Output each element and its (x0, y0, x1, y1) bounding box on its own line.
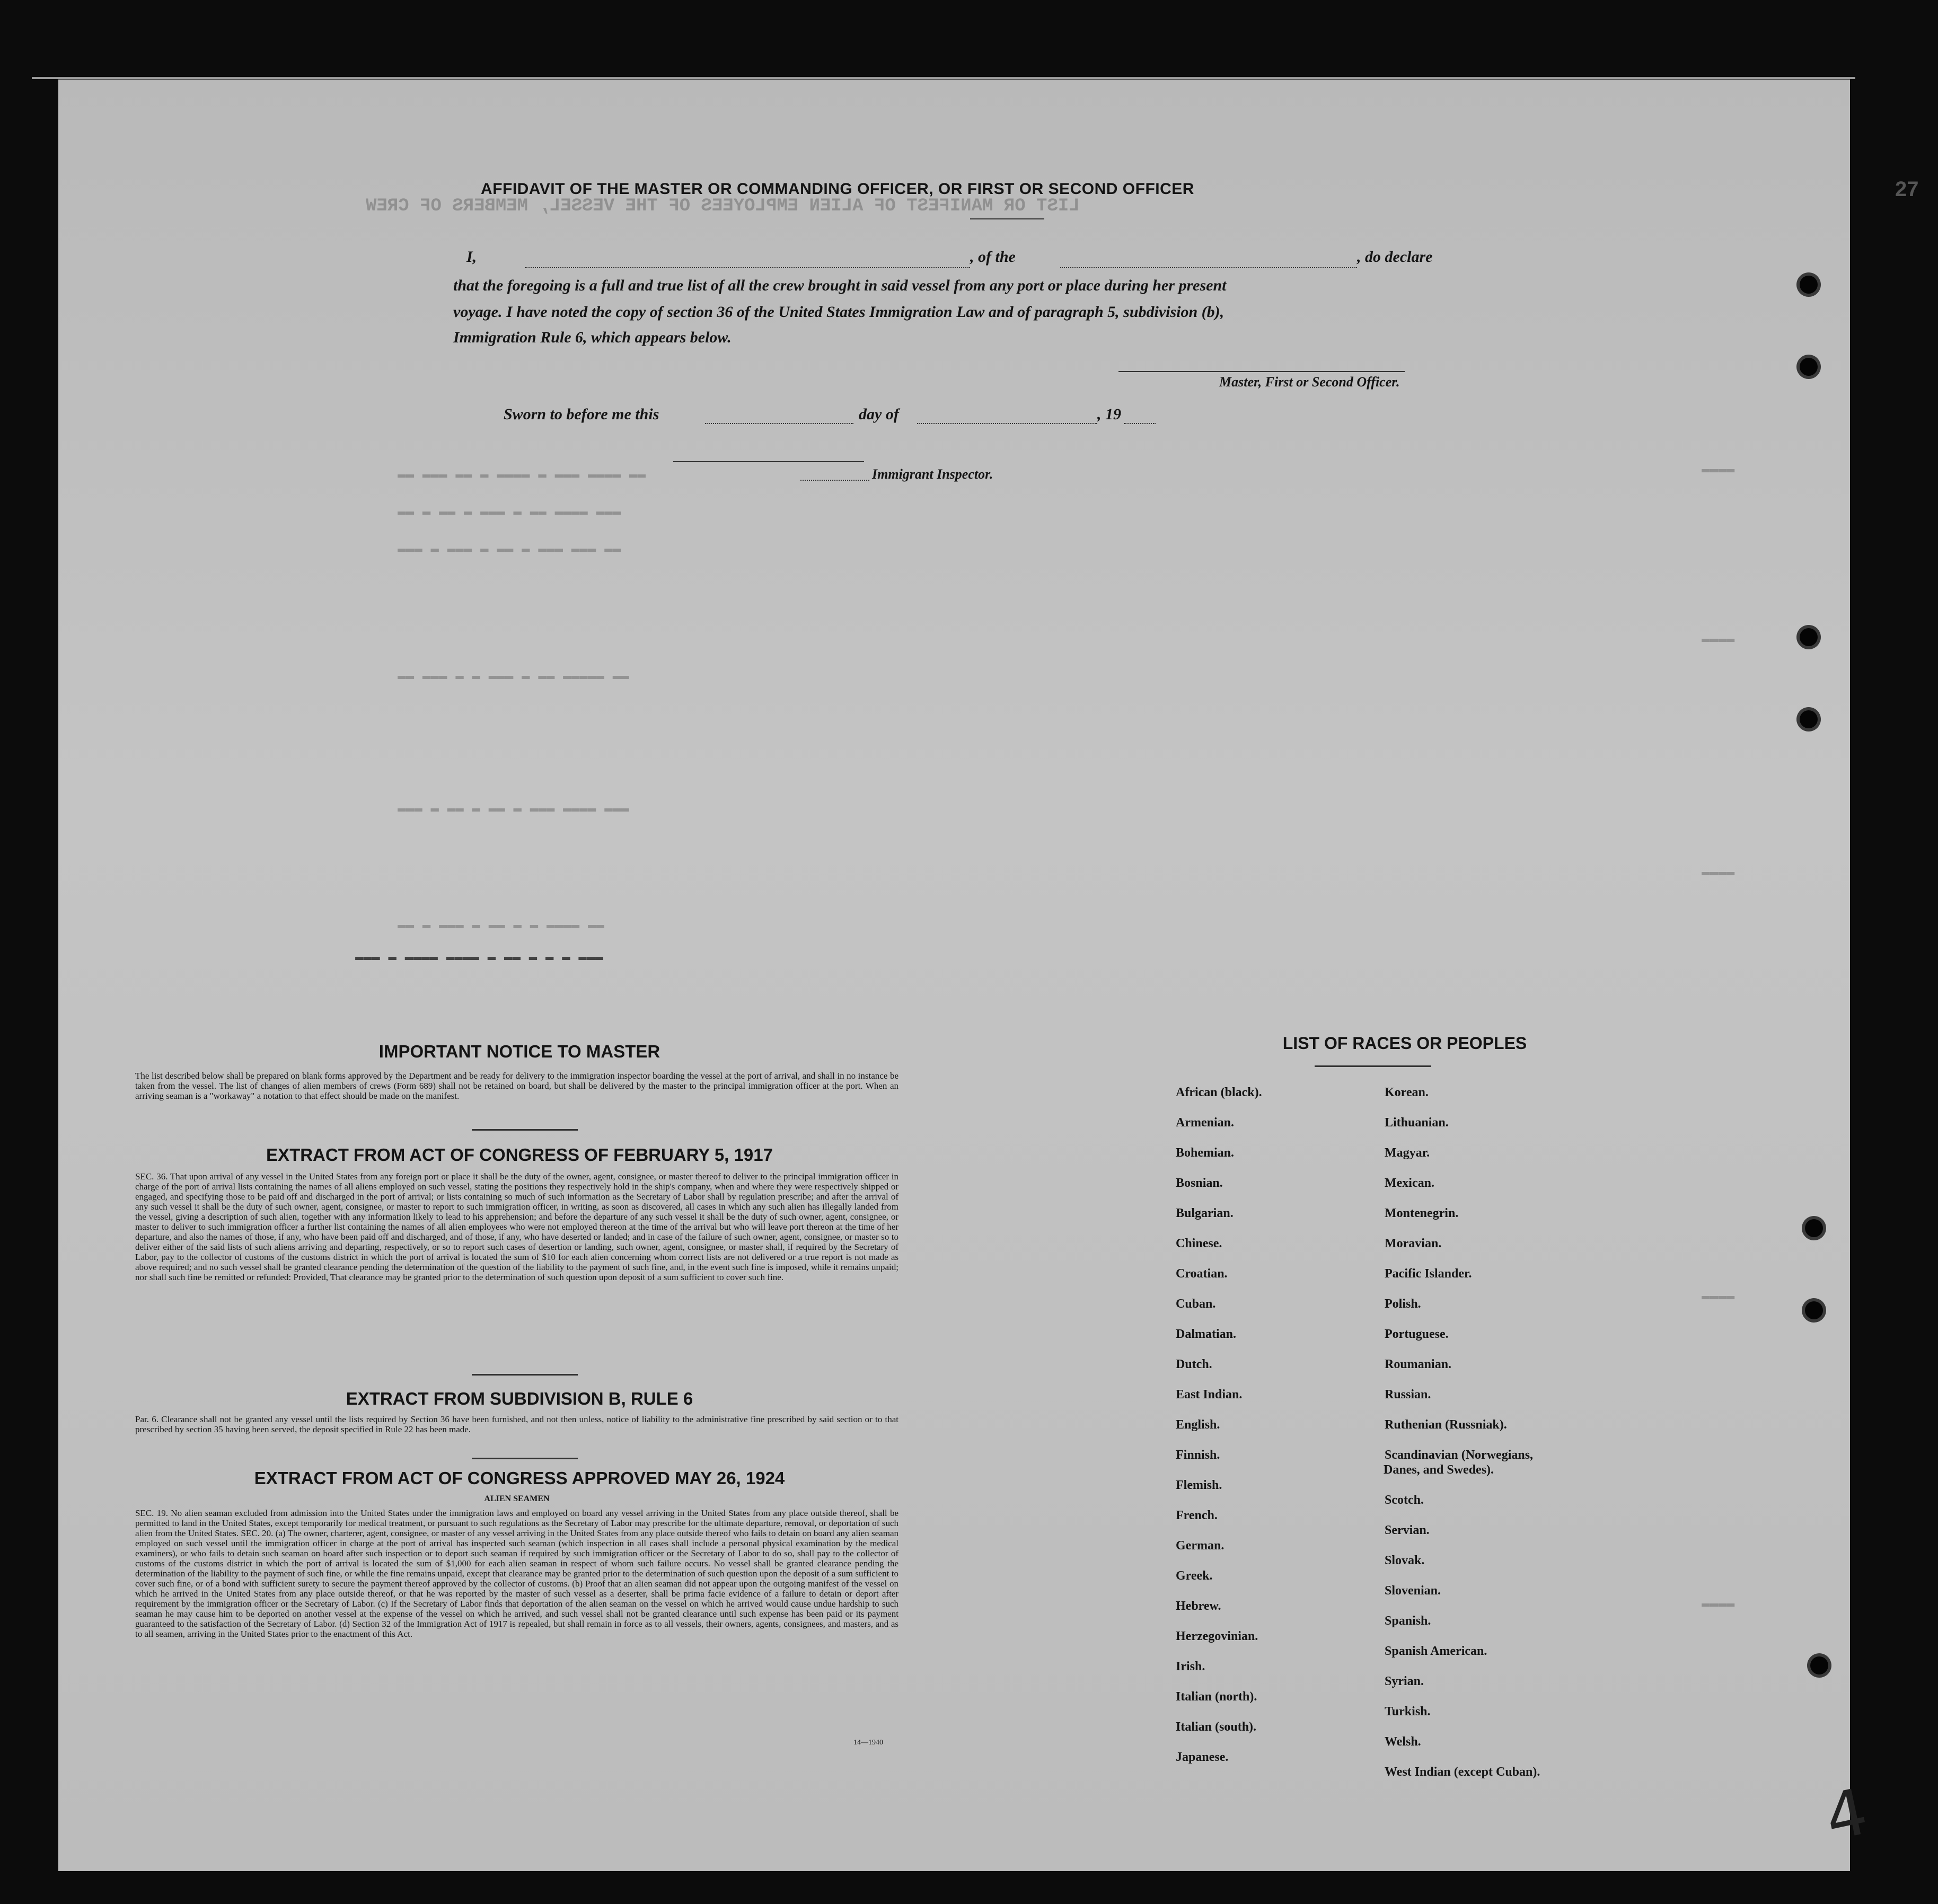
race-item: Cuban. (1176, 1297, 1216, 1311)
divider (472, 1374, 578, 1376)
affidavit-do-declare: , do declare (1357, 248, 1433, 266)
punch-hole (1810, 1656, 1828, 1674)
race-item: Herzegovinian. (1176, 1629, 1258, 1643)
race-item: Syrian. (1385, 1674, 1424, 1688)
bleed-through-row: ▬▬▬ ▬ ▬▬▬ ▬ ▬▬ ▬ ▬▬▬ ▬▬▬ ▬▬ (398, 541, 621, 557)
vessel-blank (1060, 267, 1357, 268)
race-item: Magyar. (1385, 1146, 1430, 1160)
affidavit-i-label: I, (466, 248, 477, 266)
race-item: Portuguese. (1385, 1327, 1449, 1341)
race-item: Italian (north). (1176, 1690, 1257, 1704)
bleed-through-names: ▬▬▬▬ (1702, 461, 1735, 477)
bleed-through-row: ▬▬ ▬▬▬ ▬▬ ▬ ▬▬▬▬ ▬ ▬▬▬ ▬▬▬▬ ▬▬ (398, 466, 646, 482)
race-item: Dutch. (1176, 1358, 1212, 1371)
race-item: Scandinavian (Norwegians, (1385, 1448, 1534, 1462)
race-item: Welsh. (1385, 1735, 1421, 1749)
race-item: Moravian. (1385, 1237, 1442, 1250)
bleed-through-row-dark: ▬▬▬ ▬ ▬▬▬▬ ▬▬▬▬ ▬ ▬▬ ▬ ▬ ▬ ▬▬▬ (355, 949, 604, 965)
race-item: Irish. (1176, 1660, 1205, 1673)
divider (970, 218, 1044, 219)
race-item: Russian. (1385, 1388, 1431, 1401)
race-item: Pacific Islander. (1385, 1267, 1472, 1281)
race-item: Slovak. (1385, 1554, 1425, 1567)
notice-text: The list described below shall be prepared on blank forms approved by the Department and be ready for delivery to the immigration inspector boarding the vessel at the port of arrival, and shall in no instance be taken from the vessel. The list of changes of alien members of crews (Form 689) shall not be retained on board, but shall be delivered by the master to the principal immigration officer at the port. When an arriving seaman is a "workaway" a notation to that effect should be made on the manifest. (135, 1071, 898, 1101)
race-item: Korean. (1385, 1086, 1429, 1099)
race-item: French. (1176, 1509, 1218, 1522)
notice-title: IMPORTANT NOTICE TO MASTER (378, 1042, 660, 1061)
race-item: Finnish. (1176, 1448, 1220, 1462)
race-item: Mexican. (1385, 1176, 1434, 1190)
race-item: Chinese. (1176, 1237, 1222, 1250)
race-item: Servian. (1385, 1523, 1430, 1537)
extract-1924-text: SEC. 19. No alien seaman excluded from admission into the United States under the immigration laws and employed on board any vessel arriving in the United States from any place outside thereof, shall be permitted to land in the United States, except temporarily for medical treatment, or pursuant to such regulations as the Secretary of Labor may prescribe for the ultimate departure, removal, or deportation of such alien from the United States. SEC. 20. (a) The owner, charterer, agent, consignee, or master of any vessel arriving in the United States from any place outside thereof who fails to detain on board any alien seaman employed on such vessel until the immigration officer in charge at the port of arrival has inspected such seaman (which inspection in all cases shall include a personal physical examination by the medical examiners), or who fails to detain such seaman on board after such inspection or to deport such seaman if required by such immigration officer or the Secretary of Labor to do so, shall pay to the collector of customs of the customs district in which the port of arrival is located the sum of $1,000 for each alien seaman in respect of whom such failure occurs. No vessel shall be granted clearance pending the determination of the liability to the payment of such fine, or while the fine remains unpaid, except that clearance may be granted prior to the determination of such question upon the deposit of a sum sufficient to cover such fine, or of a bond with sufficient surety to secure the payment thereof approved by the collector of customs. (b) Proof that an alien seaman did not appear upon the outgoing manifest of the vessel on which he arrived in the United States from any place outside thereof, or that he was reported by the master of such vessel as a deserter, shall be prima facie evidence of a failure to detain or deport after requirement by the immigration officer or the Secretary of Labor. (c) If the Secretary of Labor finds that deportation of the alien seaman on the vessel on which he arrived would cause undue hardship to such seaman he may cause him to be deported on another vessel at the expense of the vessel on which he arrived, and such vessel shall not be granted clearance until such expense has been paid or its payment guaranteed to the satisfaction of the Secretary of Labor. (d) Section 32 of the Immigration Act of 1917 is repealed, but shall remain in force as to all vessels, their owners, agents, consignees, and masters, and as to all seamen, arriving in the United States prior to the enactment of this Act. (135, 1508, 898, 1639)
race-item: East Indian. (1176, 1388, 1243, 1401)
day-blank (705, 423, 853, 424)
punch-hole (1800, 628, 1818, 646)
affidavit-line-3: Immigration Rule 6, which appears below. (453, 329, 732, 346)
affidavit-title: AFFIDAVIT OF THE MASTER OR COMMANDING OFFICER, OR FIRST OR SECOND OFFICER (481, 180, 1194, 198)
bleed-through-names: ▬▬▬▬ (1702, 1288, 1735, 1304)
punch-hole (1800, 710, 1818, 728)
race-item: Montenegrin. (1385, 1206, 1459, 1220)
affidavit-line-2: voyage. I have noted the copy of section 36 of the United States Immigration Law and of paragraph 5, subdivision (b), (453, 303, 1225, 321)
extract-1917-text: SEC. 36. That upon arrival of any vessel in the United States from any foreign port or place it shall be the duty of the owner, agent, consignee, or master thereof to deliver to the principal immigration officer in charge of the port of arrival lists containing the names of all aliens employed on such vessel, stating the positions they respectively hold in the ship's company, when and where they were respectively shipped or engaged, and specifying those to be paid off and discharged in the port of arrival; or lists containing so much of such information as the Secretary of Labor shall by regulation prescribe; and after the arrival of any such vessel it shall be the duty of such owner, agent, consignee, or master to report to such immigration officer, in writing, as soon as discovered, all cases in which any such alien has illegally landed from the vessel, giving a description of such alien, together with any information likely to lead to his apprehension; and before the departure of any such vessel it shall be the duty of such owner, agent, consignee, or master to deliver to such immigration officer a further list containing the names of all alien employees who were not employed thereon at the time of the arrival but who will leave port thereon at the time of her departure, and also the names of those, if any, who have been paid off and discharged, and of those, if any, who have deserted or landed; and in case of the failure of such owner, agent, consignee, or master so to deliver either of the said lists of such aliens arriving and departing, respectively, or so to report such cases of desertion or landing, such owner, agent, consignee, or master shall, if required by the Secretary of Labor, pay to the collector of customs of the customs district in which the port of arrival is located the sum of $10 for each alien concerning whom correct lists are not delivered or a true report is not made as above required; and no such vessel shall be granted clearance pending the determination of the question of the liability to the payment of such fine, and, in the event such fine is imposed, while it remains unpaid; nor shall such fine be remitted or refunded: Provided, That clearance may be granted prior to the determination of such question upon deposit of a sum sufficient to cover such fine. (135, 1171, 898, 1282)
divider (1315, 1065, 1431, 1067)
race-item: Danes, and Swedes). (1384, 1463, 1494, 1477)
race-item: English. (1176, 1418, 1220, 1432)
inspector-blank (800, 480, 869, 481)
race-item: Polish. (1385, 1297, 1421, 1311)
race-item: Ruthenian (Russniak). (1385, 1418, 1507, 1432)
race-item: Flemish. (1176, 1478, 1222, 1492)
bleed-through-names: ▬▬▬▬ (1702, 864, 1735, 880)
race-item: Armenian. (1176, 1116, 1234, 1130)
bleed-through-row: ▬▬▬ ▬ ▬▬ ▬ ▬▬ ▬ ▬▬▬ ▬▬▬▬ ▬▬▬ (398, 800, 629, 816)
race-item: Scotch. (1385, 1493, 1424, 1507)
punch-hole (1805, 1219, 1823, 1237)
year-label: , 19 (1097, 406, 1121, 423)
day-of-label: day of (859, 406, 899, 423)
race-item: Italian (south). (1176, 1720, 1257, 1734)
inspector-label: Immigrant Inspector. (872, 466, 993, 482)
bleed-through-row: ▬▬ ▬ ▬▬ ▬ ▬▬▬ ▬ ▬▬ ▬▬▬▬ ▬▬▬ (398, 504, 621, 519)
month-blank (917, 423, 1097, 424)
race-item: Dalmatian. (1176, 1327, 1236, 1341)
race-item: Bosnian. (1176, 1176, 1223, 1190)
punch-hole (1800, 276, 1818, 294)
divider (472, 1458, 578, 1459)
divider (472, 1129, 578, 1131)
race-item: Japanese. (1176, 1750, 1229, 1764)
name-blank (525, 267, 970, 268)
form-number: 14—1940 (853, 1739, 883, 1747)
race-item: German. (1176, 1539, 1225, 1553)
race-item: Croatian. (1176, 1267, 1228, 1281)
extract-1924-title: EXTRACT FROM ACT OF CONGRESS APPROVED MAY 26, 1924 (254, 1468, 785, 1488)
punch-hole (1805, 1301, 1823, 1319)
affidavit-of-the: , of the (970, 248, 1016, 266)
race-item: Turkish. (1385, 1705, 1431, 1718)
race-item: Greek. (1176, 1569, 1213, 1583)
bleed-through-names: ▬▬▬▬ (1702, 1596, 1735, 1611)
master-label: Master, First or Second Officer. (1219, 374, 1400, 390)
handwritten-number: 4 (1819, 1775, 1874, 1856)
punch-hole (1800, 358, 1818, 376)
race-item: Bohemian. (1176, 1146, 1235, 1160)
extract-rule6-text: Par. 6. Clearance shall not be granted any vessel until the lists required by Section 36 have been furnished, and not then unless, notice of liability to the administrative fine prescribed by said section or to that prescribed by section 35 having been served, the deposit specified in Rule 22 has been made. (135, 1414, 898, 1434)
inspector-line (673, 461, 864, 462)
races-title: LIST OF RACES OR PEOPLES (1282, 1034, 1527, 1053)
race-item: African (black). (1176, 1086, 1262, 1099)
race-item: Lithuanian. (1385, 1116, 1449, 1130)
race-item: Roumanian. (1385, 1358, 1452, 1371)
extract-1924-subtitle: ALIEN SEAMEN (484, 1494, 550, 1503)
extract-rule6-title: EXTRACT FROM SUBDIVISION B, RULE 6 (346, 1389, 693, 1408)
page-number: 27 (1895, 178, 1919, 201)
race-item: Bulgarian. (1176, 1206, 1234, 1220)
race-item: West Indian (except Cuban). (1385, 1765, 1540, 1779)
bleed-through-heading: LIST OR MANIFEST OF ALIEN EMPLOYEES OF THE VESSEL, MEMBERS OF CREW (366, 196, 1080, 216)
signature-line (1118, 371, 1405, 372)
affidavit-line-1: that the foregoing is a full and true list of all the crew brought in said vessel from any port or place during her present (453, 277, 1227, 294)
bleed-through-row: ▬▬ ▬▬▬ ▬ ▬ ▬▬▬ ▬ ▬▬ ▬▬▬▬▬ ▬▬ (398, 668, 629, 684)
sworn-label: Sworn to before me this (504, 406, 659, 423)
year-blank (1124, 423, 1156, 424)
bleed-through-row: ▬▬ ▬ ▬▬▬ ▬ ▬▬ ▬ ▬ ▬▬▬▬ ▬▬ (398, 917, 605, 933)
bleed-through-names: ▬▬▬▬ (1702, 631, 1735, 647)
race-item: Spanish American. (1385, 1644, 1487, 1658)
race-item: Slovenian. (1385, 1584, 1441, 1598)
race-item: Hebrew. (1176, 1599, 1221, 1613)
race-item: Spanish. (1385, 1614, 1431, 1628)
extract-1917-title: EXTRACT FROM ACT OF CONGRESS OF FEBRUARY 5, 1917 (266, 1145, 773, 1165)
